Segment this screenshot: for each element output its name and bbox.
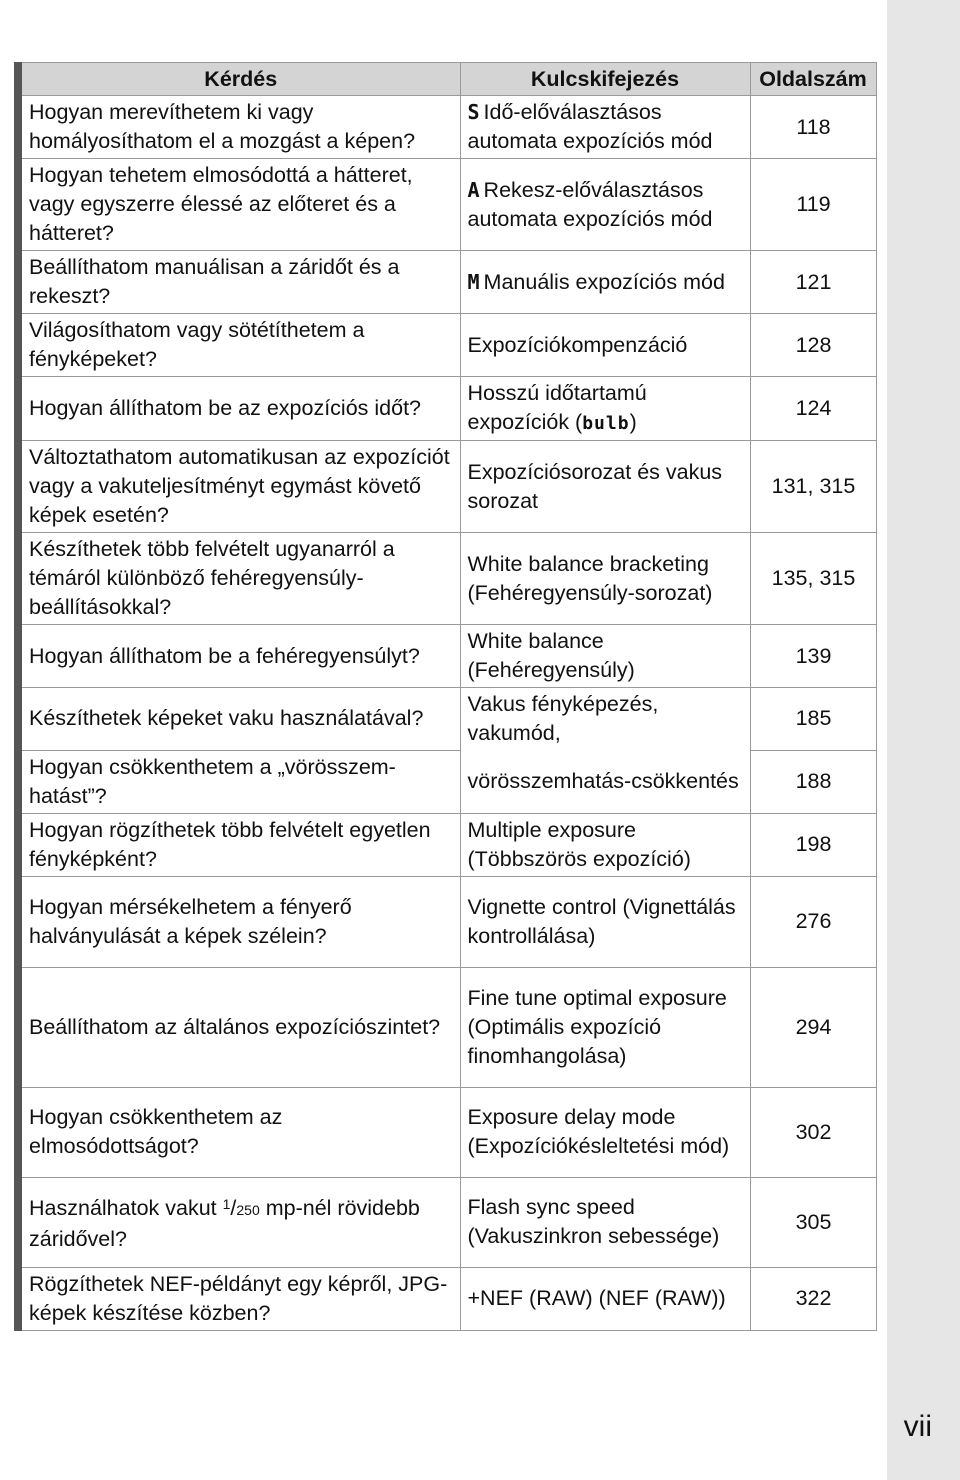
manual-mode-icon: M xyxy=(467,269,480,294)
question-text: Használhatok vakut xyxy=(29,1196,223,1220)
page-cell: 305 xyxy=(750,1177,876,1267)
keyword-cell: White balance (Fehéregyensúly) xyxy=(460,625,750,688)
keyword-text: Rekesz-előválasztásos automata expozíciós mód xyxy=(467,177,713,231)
table-row xyxy=(18,533,876,625)
shutter-priority-mode-icon: S xyxy=(467,100,480,124)
question-cell: Hogyan tehetem elmosódottá a hátteret, vagy egyszerre élessé az előteret és a hátteret? xyxy=(18,159,460,251)
keyword-text: Manuális expozíciós mód xyxy=(483,269,725,294)
keyword-cell: Vakus fényképezés, vakumód, xyxy=(460,688,750,751)
header-question: Kérdés xyxy=(18,63,460,96)
keyword-cell xyxy=(460,96,750,159)
question-cell: Hogyan rögzíthetek több felvételt egyetlen fényképként? xyxy=(18,813,460,876)
keyword-cell xyxy=(460,377,750,441)
keyword-cell: Flash sync speed (Vakuszinkron sebessége) xyxy=(460,1177,750,1267)
question-cell: Rögzíthetek NEF-példányt egy képről, JPG-képek készítése közben? xyxy=(18,1267,460,1330)
page-cell: 128 xyxy=(750,314,876,377)
page-cell: 124 xyxy=(750,377,876,441)
page-number: vii xyxy=(903,1410,932,1443)
keyword-cell: Expozíciókompenzáció xyxy=(460,314,750,377)
page-cell: 185 xyxy=(750,688,876,751)
page-cell: 131, 315 xyxy=(750,441,876,533)
table-row xyxy=(18,441,876,533)
page-cell: 302 xyxy=(750,1087,876,1177)
page-cell: 276 xyxy=(750,876,876,967)
table-row xyxy=(18,1177,876,1267)
question-cell: Hogyan állíthatom be a fehéregyensúlyt? xyxy=(18,625,460,688)
keyword-cell: White balance bracketing (Fehéregyensúly-sorozat) xyxy=(460,533,750,625)
keyword-cell xyxy=(460,159,750,251)
table-row xyxy=(18,813,876,876)
question-cell: Beállíthatom az általános expozíciószintet? xyxy=(18,967,460,1087)
keyword-text-end: ) xyxy=(629,410,637,434)
keyword-cell: +NEF (RAW) (NEF (RAW)) xyxy=(460,1267,750,1330)
table-header-row xyxy=(18,63,876,96)
table-row xyxy=(18,750,876,813)
table-row xyxy=(18,251,876,314)
question-cell: Használhatok vakut $^1$/250 mp-nél rövidebb záridővel? xyxy=(18,1177,460,1267)
faq-table xyxy=(14,62,877,1331)
keyword-cell: Expozíciósorozat és vakus sorozat xyxy=(460,441,750,533)
question-cell: Hogyan merevíthetem ki vagy homályosíthatom el a mozgást a képen? xyxy=(18,96,460,159)
keyword-cell: Fine tune optimal exposure (Optimális expozíció finomhangolása) xyxy=(460,967,750,1087)
bulb-display-text: bulb xyxy=(582,413,630,434)
question-cell: Beállíthatom manuálisan a záridőt és a rekeszt? xyxy=(18,251,460,314)
page-cell: 121 xyxy=(750,251,876,314)
keyword-cell: Exposure delay mode (Expozíciókésleltetési mód) xyxy=(460,1087,750,1177)
question-text-end: mp-nél rövidebb záridővel? xyxy=(29,1196,420,1251)
page-cell: 322 xyxy=(750,1267,876,1330)
keyword-text: Hosszú időtartamú expozíciók ( xyxy=(467,381,647,434)
page-cell: 135, 315 xyxy=(750,533,876,625)
keyword-cell: Vignette control (Vignettálás kontrollálása) xyxy=(460,876,750,967)
table-row xyxy=(18,1087,876,1177)
table-row xyxy=(18,1267,876,1330)
question-cell: Készíthetek több felvételt ugyanarról a témáról különböző fehéregyensúly-beállításokkal? xyxy=(18,533,460,625)
table-row xyxy=(18,967,876,1087)
header-keyword: Kulcskifejezés xyxy=(460,63,750,96)
page-cell: 188 xyxy=(750,750,876,813)
question-cell: Készíthetek képeket vaku használatával? xyxy=(18,688,460,751)
question-cell: Hogyan csökkenthetem az elmosódottságot? xyxy=(18,1087,460,1177)
question-cell: Hogyan mérsékelhetem a fényerő halványulását a képek szélein? xyxy=(18,876,460,967)
side-tab-bar xyxy=(887,0,960,1480)
table-row xyxy=(18,377,876,441)
question-cell: Változtathatom automatikusan az expozíciót vagy a vakuteljesítményt egymást követő képek esetén? xyxy=(18,441,460,533)
page-cell: 119 xyxy=(750,159,876,251)
page-cell: 139 xyxy=(750,625,876,688)
question-cell: Hogyan állíthatom be az expozíciós időt? xyxy=(18,377,460,441)
table-row xyxy=(18,159,876,251)
table-row xyxy=(18,876,876,967)
fraction-denominator: 250 xyxy=(236,1202,260,1218)
question-cell: Világosíthatom vagy sötétíthetem a fényképeket? xyxy=(18,314,460,377)
table-row xyxy=(18,314,876,377)
keyword-cell: vörösszemhatás-csökkentés xyxy=(460,750,750,813)
table-row xyxy=(18,625,876,688)
table-row xyxy=(18,96,876,159)
page-cell: 118 xyxy=(750,96,876,159)
keyword-text: Idő-előválasztásos automata expozíciós mód xyxy=(467,100,713,153)
keyword-cell xyxy=(460,251,750,314)
fraction-numerator: 1 xyxy=(222,1196,231,1212)
question-cell: Hogyan csökkenthetem a „vörösszem-hatást”? xyxy=(18,750,460,813)
header-page: Oldalszám xyxy=(750,63,876,96)
table-row xyxy=(18,688,876,751)
keyword-cell: Multiple exposure (Többszörös expozíció) xyxy=(460,813,750,876)
page-cell: 294 xyxy=(750,967,876,1087)
page-cell: 198 xyxy=(750,813,876,876)
aperture-priority-mode-icon: A xyxy=(467,177,480,202)
